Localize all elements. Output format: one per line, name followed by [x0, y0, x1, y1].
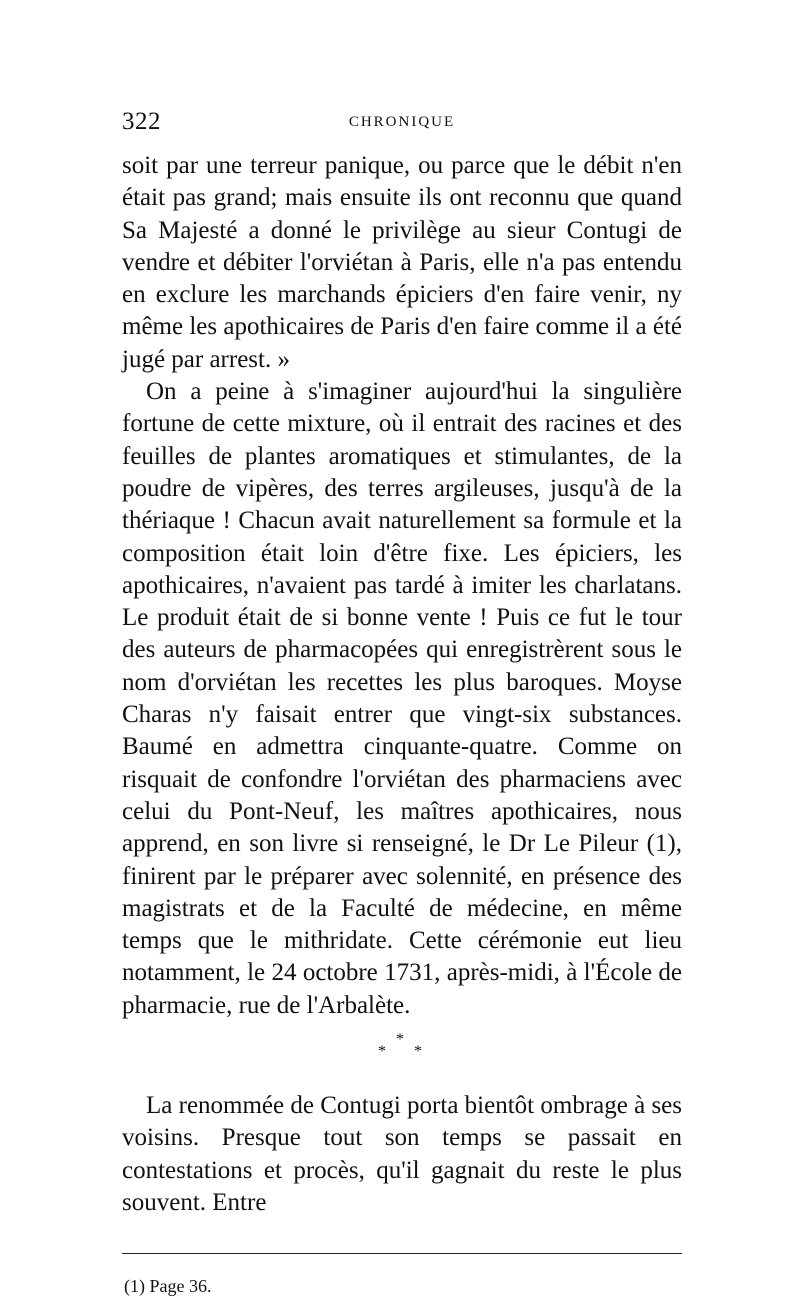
page-number: 322 — [122, 108, 161, 135]
section-separator — [122, 1026, 682, 1072]
running-head — [122, 108, 682, 142]
paragraph-orvietan-fortune: On a peine à s'imaginer aujourd'hui la singulière fortune de cette mixture, où il entrait des racines et des feuilles de plantes aromatiques et stimulantes, de la poudre de vipères, des terres argileuses, jusqu'à de la thériaque ! Chacun avait naturellement sa formule et la composition était loin d'être fixe. Les épiciers, les apothicaires, n'avaient pas tardé à imiter les charlatans. Le produit était de si bonne vente ! Puis ce fut le tour des auteurs de pharmacopées qui enregistrèrent sous le nom d'orviétan les recettes les plus baroques. Moyse Charas n'y faisait entrer que vingt-six substances. Baumé en admettra cinquante-quatre. Comme on risquait de confondre l'orviétan des pharmaciens avec celui du Pont-Neuf, les maîtres apothicaires, nous apprend, en son livre si renseigné, le Dr Le Pileur (1), finirent par le préparer avec solennité, en présence des magistrats et de la Faculté de médecine, en même temps que le mithridate. Cette cérémonie eut lieu notamment, le 24 octobre 1731, après-midi, à l'École de pharmacie, rue de l'Arbalète. — [122, 378, 682, 1019]
separator-star-icon: * — [378, 1043, 386, 1061]
separator-star-icon: * — [414, 1043, 422, 1061]
paragraph-continued: soit par une terreur panique, ou parce que le débit n'en était pas grand; mais ensuite ils ont reconnu que quand Sa Majesté a donné le privilège au sieur Contugi de vendre et débiter l'orviétan à Paris, elle n'a pas entendu en exclure les marchands épiciers d'en faire venir, ny même les apothicaires de Paris d'en faire comme il a été jugé par arrest. » — [122, 152, 682, 373]
paragraph-contugi-renown: La renommée de Contugi porta bientôt ombrage à ses voisins. Presque tout son temps se passait en contestations et procès, qu'il gagnait du reste le plus souvent. Entre — [122, 1092, 682, 1216]
running-title: CHRONIQUE — [348, 114, 456, 130]
footnote: (1) Page 36. — [124, 1276, 212, 1297]
separator-star-icon: * — [396, 1031, 404, 1049]
book-page — [122, 108, 682, 1298]
footnote-divider — [122, 1253, 682, 1254]
